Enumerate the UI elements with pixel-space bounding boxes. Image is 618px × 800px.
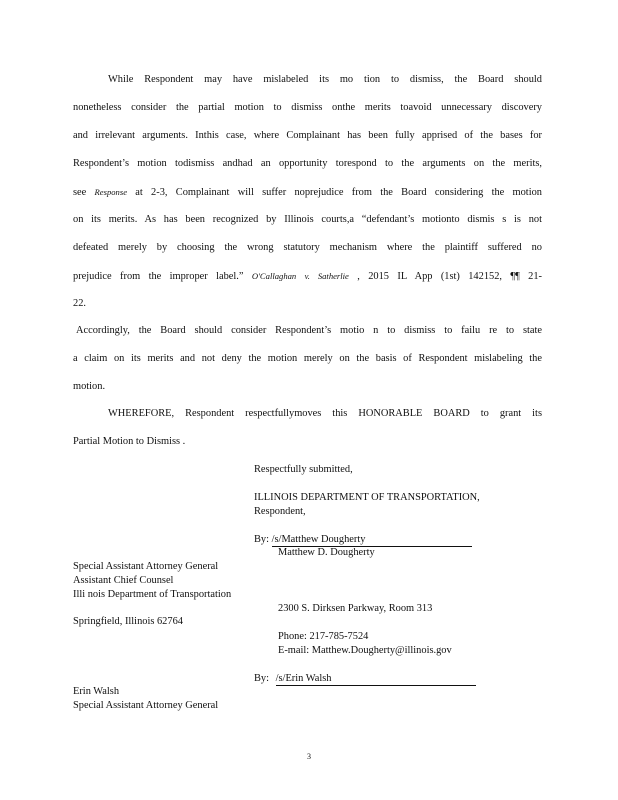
case-citation: , 2015 IL App (1st) 142152, ¶¶ 21- xyxy=(357,271,543,282)
see-word: see xyxy=(73,187,87,198)
party-role: Respondent, xyxy=(254,506,306,517)
paragraph-3-line-2: Partial Motion to Dismiss . xyxy=(73,436,186,447)
phone: Phone: 217-785-7524 xyxy=(278,631,369,642)
signature-line-2 xyxy=(254,672,476,686)
quote-end: prejudice from the improper label.” xyxy=(73,271,244,282)
paragraph-1-line-3: and irrelevant arguments. Inthis case, where Complainant has been fully apprised of the bases for xyxy=(73,130,542,141)
left-title: Special Assistant Attorney General xyxy=(73,561,219,572)
address: 2300 S. Dirksen Parkway, Room 313 xyxy=(278,603,433,614)
paragraph-1-line-5-text: at 2-3, Complainant will suffer noprejudice from the Board considering the motion xyxy=(135,187,542,198)
signer-name-1: Matthew D. Dougherty xyxy=(278,547,375,558)
paragraph-1-line-7: defeated merely by choosing the wrong statutory mechanism where the plaintiff suffered no xyxy=(73,242,542,253)
paragraph-1-line-4: Respondent’s motion todismiss andhad an opportunity torespond to the arguments on the merits, xyxy=(73,158,542,169)
paragraph-1-line-6: on its merits. As has been recognized by Illinois courts,a “defendant’s motionto dismis s is not xyxy=(73,214,542,225)
paragraph-1-line-1: While Respondent may have mislabeled its mo tion to dismiss, the Board should xyxy=(108,74,542,85)
paragraph-1-line-5 xyxy=(73,185,542,200)
paragraph-1-line-8 xyxy=(73,269,542,284)
left-department: Illi nois Department of Transportation xyxy=(73,589,232,600)
email: E-mail: Matthew.Dougherty@illinois.gov xyxy=(278,645,452,656)
by-label-2: By: xyxy=(254,673,270,684)
paragraph-1-line-2: nonetheless consider the partial motion to dismiss onthe merits toavoid unnecessary discovery xyxy=(73,102,542,113)
signer-name-2: Erin Walsh xyxy=(73,686,120,697)
signer-title-2: Special Assistant Attorney General xyxy=(73,700,219,711)
party-name: ILLINOIS DEPARTMENT OF TRANSPORTATION, xyxy=(254,492,480,503)
paragraph-2-line-3: motion. xyxy=(73,381,106,392)
paragraph-2-line-2: a claim on its merits and not deny the motion merely on the basis of Respondent mislabeling the xyxy=(73,353,542,364)
left-city: Springfield, Illinois 62764 xyxy=(73,616,183,627)
signature-erin: /s/Erin Walsh xyxy=(276,672,476,686)
by-label-1: By: xyxy=(254,534,270,545)
citation-response: Response xyxy=(94,187,128,197)
paragraph-2-line-1: Accordingly, the Board should consider Respondent’s motio n to dismiss to failu re to state xyxy=(76,325,542,336)
case-name-part-2: v. Satherlie xyxy=(304,271,349,281)
closing: Respectfully submitted, xyxy=(254,464,353,475)
signature-line-1 xyxy=(254,533,472,547)
left-counsel: Assistant Chief Counsel xyxy=(73,575,174,586)
paragraph-3-line-1: WHEREFORE, Respondent respectfullymoves this HONORABLE BOARD to grant its xyxy=(108,408,542,419)
case-name-part-1: O'Callaghan xyxy=(251,271,297,281)
paragraph-1-line-9: 22. xyxy=(73,298,86,309)
page-number: 3 xyxy=(307,752,311,761)
signature-matthew: /s/Matthew Dougherty xyxy=(272,533,472,547)
